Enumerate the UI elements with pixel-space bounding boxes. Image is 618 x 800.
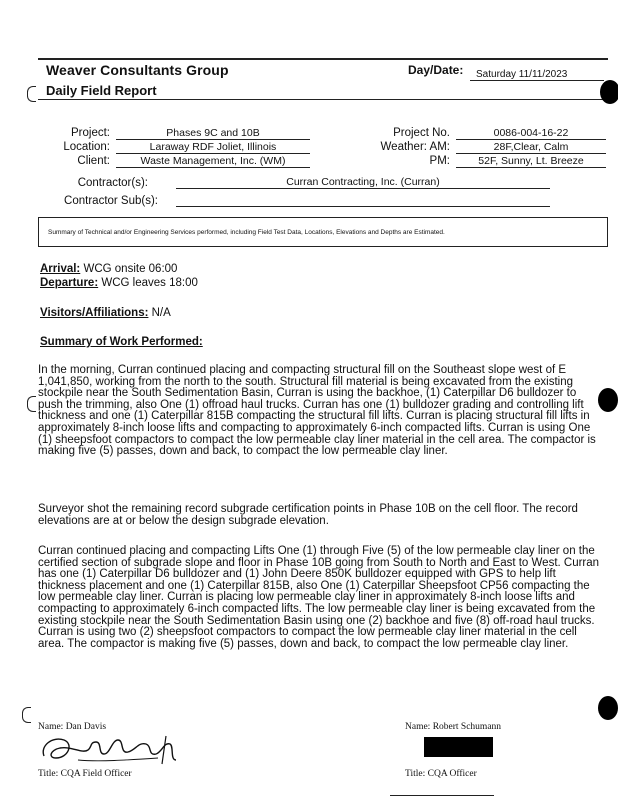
summary-services-text: Summary of Technical and/or Engineering Services performed, including Field Test Data, Locations, Elevations and Depths are Estimated. [48, 229, 445, 236]
work-paragraph-1: In the morning, Curran continued placing and compacting structural fill on the Southeast slope west of E 1,041,850, working from the north to the south. Structural fill material is being excavated from the existing stockpile near the South Sedimentation Basin, Curran is using the backhoe, (1) Caterpillar D6 bulldozer to push the trimming, also One (1) offroad haul trucks. Curran has one (1) bulldozer grading and controlling lift thickness and one (1) Caterpillar 815B compacting the structural fill lifts. Curran is placing structural fill lifts in approximately 8-inch loose lifts and compacting to approximately 6-inch compacted lifts. Curran is using One (1) sheepsfoot compactors to compact the low permeable clay liner material in the cell area. The compactor is making five (5) passes, down and back, to compact the low permeable clay liner. [38, 364, 596, 458]
handwritten-signature-graphic [38, 730, 188, 766]
company-name: Weaver Consultants Group [46, 62, 229, 78]
project-no-value: 0086-004-16-22 [493, 127, 569, 139]
work-paragraph-3: Curran continued placing and compacting Lifts One (1) through Five (5) of the low permeable clay liner on the certified section of subgrade slope and floor in Phase 10B going from South to North and East to West. Curran has one (1) Caterpillar D6 bulldozer and (1) John Deere 850K bulldozer equipped with GPS to help lift thickness placement and one (1) Caterpillar 815B, also One (1) Caterpillar Sheepsfoot CP56 compacting the low permeable clay liner. Curran is placing low permeable clay liner in approximately 8-inch loose lifts and compacting to approximately 6-inch compacted lifts. The low permeable clay liner is being excavated from the existing stockpile near the South Sedimentation Basin using one (2) backhoe and five (8) off-road haul trucks. Curran is using two (2) sheepsfoot compactors to compact the low permeable clay liner material in the cell area. The compactor is making five (5) passes, down and back, to compact the low permeable clay liner. [38, 545, 600, 650]
departure-label: Departure: [40, 277, 99, 289]
left-signer-title: Title: CQA Field Officer [38, 769, 132, 779]
day-date-value: Saturday 11/11/2023 [476, 69, 568, 80]
summary-services-box [38, 217, 608, 247]
weather-pm-value: 52F, Sunny, Lt. Breeze [478, 155, 584, 167]
arrival-value: WCG onsite 06:00 [80, 263, 178, 275]
arrival-label: Arrival: [40, 263, 81, 275]
project-no-label: Project No. [393, 127, 450, 139]
contractors-label: Contractor(s): [77, 177, 148, 189]
location-label: Location: [63, 141, 110, 153]
header-top-rule [38, 58, 608, 60]
title-rule [38, 99, 608, 100]
project-underline [116, 139, 310, 140]
summary-heading: Summary of Work Performed: [40, 336, 203, 348]
visitors-value: N/A [148, 307, 171, 319]
visitors-line [40, 307, 171, 319]
weather-pm-underline [456, 167, 606, 168]
hole-punch-mark [600, 80, 618, 104]
hole-punch-mark [598, 388, 618, 412]
redacted-signature-block [424, 737, 493, 757]
project-value: Phases 9C and 10B [166, 127, 260, 139]
scan-bracket-mark [22, 707, 31, 723]
contractors-underline [176, 188, 550, 189]
scan-bracket-mark [27, 396, 36, 412]
departure-line [40, 277, 198, 289]
weather-am-label: Weather: AM: [380, 141, 450, 153]
project-label: Project: [71, 127, 110, 139]
left-signer-name: Name: Dan Davis [38, 722, 107, 732]
client-label: Client: [77, 155, 110, 167]
weather-pm-label: PM: [429, 155, 450, 167]
work-paragraph-2: Surveyor shot the remaining record subgrade certification points in Phase 10B on the cell floor. The record elevations are at or below the design subgrade elevation. [38, 503, 578, 527]
departure-value: WCG leaves 18:00 [98, 277, 198, 289]
project-no-underline [456, 139, 606, 140]
visitors-label: Visitors/Affiliations: [40, 307, 149, 319]
contractors-value: Curran Contracting, Inc. (Curran) [286, 176, 440, 188]
right-signer-name: Name: Robert Schumann [405, 722, 502, 732]
right-signer-title: Title: CQA Officer [405, 769, 477, 779]
hole-punch-mark [598, 696, 618, 720]
day-date-label: Day/Date: [408, 63, 464, 77]
contractor-subs-label: Contractor Sub(s): [64, 195, 158, 207]
weather-am-underline [456, 153, 606, 154]
location-underline [116, 153, 310, 154]
arrival-line [40, 263, 177, 275]
client-value: Waste Management, Inc. (WM) [140, 155, 286, 167]
scan-bracket-mark [27, 86, 36, 102]
client-underline [116, 167, 310, 168]
contractor-subs-underline [176, 206, 550, 207]
report-title: Daily Field Report [46, 83, 157, 98]
location-value: Laraway RDF Joliet, Illinois [149, 141, 277, 153]
day-date-underline [470, 80, 604, 81]
weather-am-value: 28F,Clear, Calm [493, 141, 569, 153]
right-signature-rule [390, 795, 494, 796]
